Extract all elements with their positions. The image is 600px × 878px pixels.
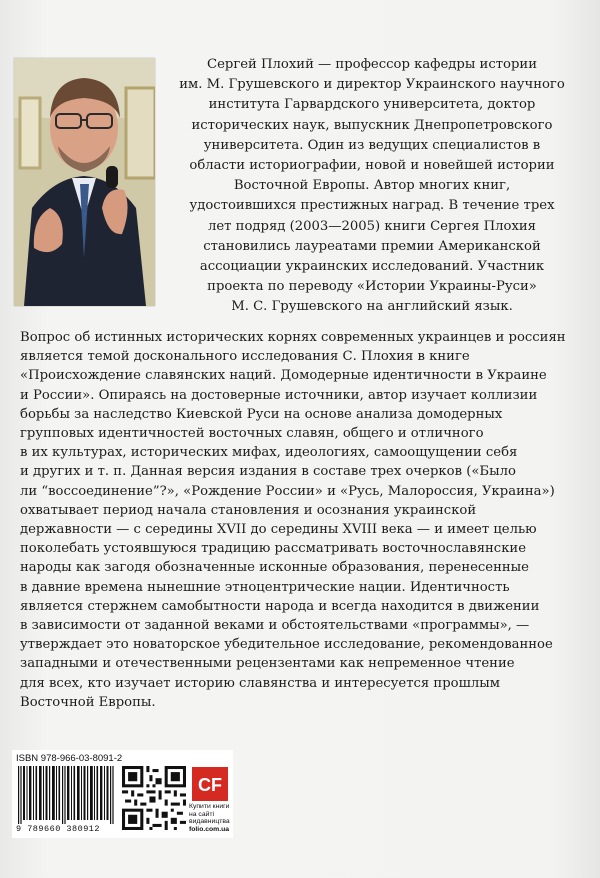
description-line: групповых идентичностей восточных славян, общего и отличного — [20, 426, 484, 442]
bio-line: института Гарвардского университета, доктор — [208, 97, 536, 113]
barcode-panel — [12, 750, 233, 838]
description-line: народы как загодя обозначенные исконные образования, перенесенные — [20, 560, 529, 576]
bio-line: М. С. Грушевского на английский язык. — [231, 299, 513, 315]
description-line: державности — с середины XVII до середины XVIII века — и имеет целью — [20, 522, 537, 538]
description-line: является темой досконального исследования С. Плохия в книге — [20, 349, 470, 365]
publisher-logo-text: CF — [198, 775, 222, 795]
bio-line: лет подряд (2003—2005) книги Сергея Плохия — [207, 218, 537, 234]
author-photo — [14, 58, 155, 306]
description-line: для всех, кто изучает историю славянства и интересуется прошлым — [20, 675, 500, 691]
bio-line: исторических наук, выпускник Днепропетровского — [191, 117, 553, 133]
barcode-digits: 9 789660 380912 — [16, 824, 101, 834]
description-line: является стержнем самобытности народа и всегда находится в движении — [20, 598, 540, 614]
bio-line: университета. Один из ведущих специалистов в — [203, 137, 541, 153]
author-portrait-illustration — [14, 58, 155, 306]
description-line: Восточной Европы. — [20, 694, 156, 710]
description-line: «Происхождение славянских наций. Домодерные идентичности в Украине — [20, 368, 547, 384]
description-line: поколебать устоявшуюся традицию рассматривать восточнославянские — [20, 541, 527, 557]
description-line: утверждает это новаторское убедительное исследование, рекомендованное — [20, 637, 553, 653]
bio-line: им. М. Грушевского и директор Украинского научного — [179, 77, 565, 93]
bio-line: области историографии, новой и новейшей истории — [189, 158, 555, 174]
description-line: ли “воссоединение”?», «Рождение России» и «Русь, Малороссия, Украина») — [20, 483, 555, 499]
description-line: и других и т. п. Данная версия издания в составе трех очерков («Было — [20, 464, 516, 480]
description-line: охватывает период начала становления и осознания украинской — [20, 502, 477, 518]
promo-line: на сайті — [189, 810, 215, 818]
bio-line: Восточной Европы. Автор многих книг, — [233, 178, 511, 194]
author-bio — [162, 55, 582, 318]
description-line: в их культурах, исторических мифах, идеологиях, самоощущении себя — [20, 445, 518, 461]
barcode-graphic — [16, 766, 116, 824]
bio-line: удостоившихся престижных наград. В течение трех — [189, 198, 555, 214]
bio-line: Сергей Плохий — профессор кафедры истории — [207, 57, 537, 72]
description-line: западными и отечественными рецензентами как непременное чтение — [20, 656, 515, 672]
description-line: Вопрос об истинных исторических корнях современных украинцев и россиян — [20, 330, 566, 345]
isbn-number: ISBN 978-966-03-8091-2 — [16, 753, 123, 764]
description-line: в давние времена нынешние этноцентрические нации. Идентичность — [20, 579, 510, 595]
bio-line: проекта по переводу «Истории Украины-Руси» — [207, 279, 537, 295]
qr-code-graphic — [122, 766, 186, 830]
bio-line: ассоциации украинских исследований. Участник — [199, 259, 545, 275]
bio-line: становились лауреатами премии Американской — [203, 238, 541, 254]
publisher-logo — [192, 767, 228, 801]
description-line: и России». Опираясь на достоверные источники, автор изучает коллизии — [20, 387, 538, 403]
publisher-promo — [189, 803, 233, 833]
publisher-site-link[interactable]: folio.com.ua — [189, 825, 230, 833]
promo-line: Купити книги — [189, 803, 230, 810]
book-description — [20, 328, 585, 712]
promo-line: видавництва — [189, 818, 230, 826]
description-line: в зависимости от заданной веками и обстоятельствами «программы», — — [20, 618, 530, 634]
description-line: борьбы за наследство Киевской Руси на основе анализа домодерных — [20, 406, 503, 422]
